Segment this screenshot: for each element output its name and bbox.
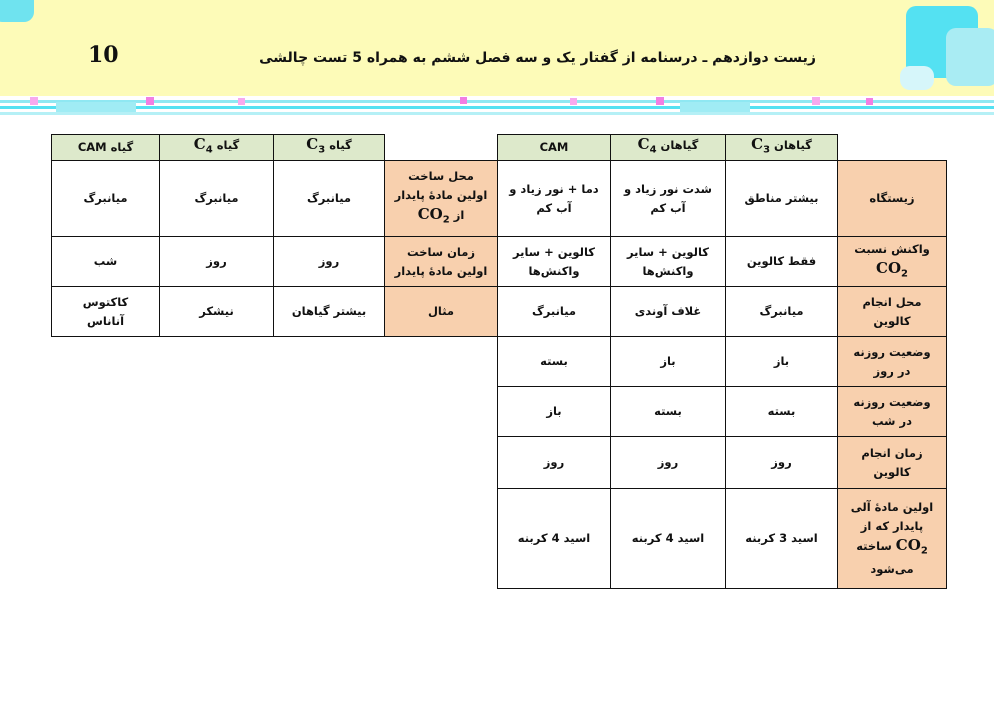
header-c-letter: C bbox=[306, 135, 319, 154]
row-label: زیستگاه bbox=[838, 161, 947, 237]
row-label bbox=[838, 237, 947, 287]
row-label bbox=[838, 337, 947, 387]
label-line: کالوین bbox=[873, 464, 911, 479]
cell-c3: بسته bbox=[726, 387, 838, 437]
row-label bbox=[838, 387, 947, 437]
table-row bbox=[498, 337, 947, 387]
cell-line: آناناس bbox=[86, 313, 125, 328]
label-line: واکنش نسبت bbox=[854, 241, 930, 256]
cell-line: واکنش‌ها bbox=[642, 263, 694, 278]
table-row bbox=[52, 287, 498, 337]
table-row bbox=[498, 237, 947, 287]
cell-c3: فقط کالوین bbox=[726, 237, 838, 287]
cell-c3: میانبرگ bbox=[274, 161, 385, 237]
table-row bbox=[52, 237, 498, 287]
cell-cam: روز bbox=[498, 437, 611, 489]
cell-cam: میانبرگ bbox=[498, 287, 611, 337]
cell-c3: بیشتر مناطق bbox=[726, 161, 838, 237]
row-label bbox=[838, 437, 947, 489]
cell-line: کاکتوس bbox=[82, 294, 129, 309]
right-comparison-table bbox=[497, 134, 947, 589]
cell-cam: شب bbox=[52, 237, 160, 287]
cell-c4: میانبرگ bbox=[160, 161, 274, 237]
label-line: اولین مادۀ آلی bbox=[850, 499, 934, 514]
page-title: زیست دوازدهم ـ درسنامه از گفتار یک و سه فصل ششم به همراه 5 تست چالشی bbox=[259, 50, 816, 66]
header-c3-plant bbox=[274, 135, 385, 161]
cell-cam: اسید 4 کربنه bbox=[498, 489, 611, 589]
co2-subscript: 2 bbox=[920, 545, 928, 557]
cell-line: آب کم bbox=[536, 200, 572, 215]
co2-formula: CO bbox=[417, 205, 443, 224]
co2-subscript: 2 bbox=[901, 268, 908, 280]
decorative-stripes bbox=[0, 96, 994, 118]
cell-line: واکنش‌ها bbox=[528, 263, 580, 278]
header-prefix: گیاه bbox=[212, 138, 240, 153]
header-subscript: 4 bbox=[649, 144, 657, 156]
cell-cam: باز bbox=[498, 387, 611, 437]
row-label bbox=[838, 287, 947, 337]
decor-square bbox=[900, 66, 934, 90]
table-row bbox=[498, 437, 947, 489]
header-cam-plants: CAM bbox=[498, 135, 611, 161]
cell-c3: اسید 3 کربنه bbox=[726, 489, 838, 589]
header-subscript: 3 bbox=[763, 144, 771, 156]
label-line: وضعیت روزنه bbox=[853, 394, 931, 409]
label-line: ساخته bbox=[856, 538, 896, 553]
label-line: کالوین bbox=[873, 313, 911, 328]
label-line: محل انجام bbox=[862, 294, 922, 309]
cell-c4: روز bbox=[611, 437, 726, 489]
row-label bbox=[838, 489, 947, 589]
decor-square bbox=[0, 0, 34, 22]
header-band bbox=[0, 0, 994, 96]
label-line: پایدار که از bbox=[860, 518, 924, 533]
header-prefix: گیاه bbox=[325, 138, 352, 153]
table-row bbox=[498, 161, 947, 237]
left-comparison-table bbox=[51, 134, 498, 337]
cell-c3: میانبرگ bbox=[726, 287, 838, 337]
cell-c4 bbox=[611, 161, 726, 237]
header-c4-plants bbox=[611, 135, 726, 161]
header-subscript: 4 bbox=[205, 144, 213, 156]
label-line: اولین مادۀ پایدار bbox=[394, 263, 488, 278]
cell-c4: نیشکر bbox=[160, 287, 274, 337]
co2-subscript: 2 bbox=[442, 214, 450, 226]
table-row bbox=[52, 161, 498, 237]
cell-cam bbox=[52, 287, 160, 337]
cell-line: دما + نور زیاد و bbox=[509, 181, 599, 196]
co2-formula: CO bbox=[895, 535, 921, 554]
cell-cam bbox=[498, 237, 611, 287]
table-row bbox=[498, 489, 947, 589]
cell-line: کالوین + سایر bbox=[627, 244, 709, 259]
cell-c4: اسید 4 کربنه bbox=[611, 489, 726, 589]
header-prefix: گیاهان bbox=[656, 138, 699, 153]
cell-c4 bbox=[611, 237, 726, 287]
header-cam-plant: گیاه CAM bbox=[52, 135, 160, 161]
header-c4-plant bbox=[160, 135, 274, 161]
label-line: در شب bbox=[871, 413, 912, 428]
empty-corner-cell bbox=[838, 135, 947, 161]
decor-square bbox=[946, 28, 994, 86]
label-line: از bbox=[449, 208, 465, 223]
table-row bbox=[498, 287, 947, 337]
cell-c3: روز bbox=[726, 437, 838, 489]
header-c3-plants bbox=[726, 135, 838, 161]
cell-c4: بسته bbox=[611, 387, 726, 437]
cell-c4: غلاف آوندی bbox=[611, 287, 726, 337]
cell-line: آب کم bbox=[650, 200, 686, 215]
header-prefix: گیاهان bbox=[770, 138, 812, 153]
cell-c3: بیشتر گیاهان bbox=[274, 287, 385, 337]
cell-line: کالوین + سایر bbox=[513, 244, 595, 259]
row-label bbox=[385, 161, 498, 237]
cell-c3: روز bbox=[274, 237, 385, 287]
header-c-letter: C bbox=[193, 135, 206, 154]
cell-c3: باز bbox=[726, 337, 838, 387]
header-c-letter: C bbox=[751, 135, 764, 154]
cell-c4: روز bbox=[160, 237, 274, 287]
label-line: زمان ساخت bbox=[407, 244, 475, 259]
cell-cam bbox=[498, 161, 611, 237]
cell-cam: بسته bbox=[498, 337, 611, 387]
empty-corner-cell bbox=[385, 135, 498, 161]
table-row bbox=[498, 387, 947, 437]
co2-formula: CO bbox=[876, 258, 902, 277]
cell-line: شدت نور زیاد و bbox=[624, 181, 712, 196]
label-line: زمان انجام bbox=[861, 445, 923, 460]
page-number: 10 bbox=[88, 42, 119, 68]
label-line: در روز bbox=[873, 363, 911, 378]
cell-c4: باز bbox=[611, 337, 726, 387]
label-line: وضعیت روزنه bbox=[853, 344, 931, 359]
cell-cam: میانبرگ bbox=[52, 161, 160, 237]
header-subscript: 3 bbox=[318, 144, 326, 156]
row-label: مثال bbox=[385, 287, 498, 337]
label-line: می‌شود bbox=[870, 562, 914, 577]
row-label bbox=[385, 237, 498, 287]
label-line: اولین مادۀ پایدار bbox=[394, 188, 488, 203]
header-c-letter: C bbox=[637, 135, 650, 154]
label-line: محل ساخت bbox=[408, 169, 474, 184]
